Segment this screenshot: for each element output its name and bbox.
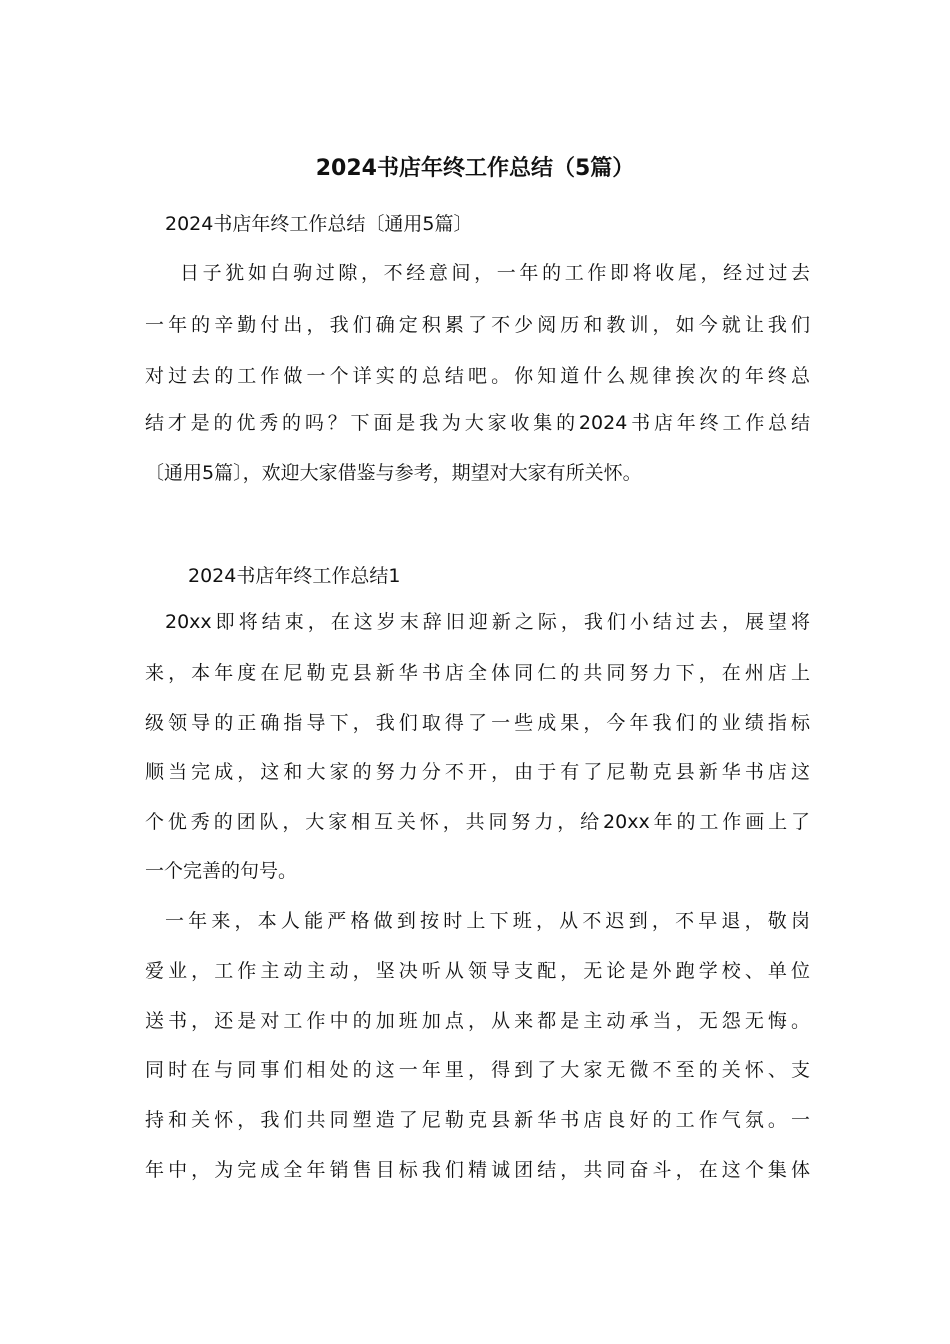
section-heading: 2024书店年终工作总结1	[188, 565, 401, 587]
paragraph-line: 持和关怀，我们共同塑造了尼勒克县新华书店良好的工作气氛。一	[145, 1109, 810, 1131]
intro-line: 一年的辛勤付出，我们确定积累了不少阅历和教训，如今就让我们	[145, 314, 810, 336]
intro-line: 对过去的工作做一个详实的总结吧。你知道什么规律挨次的年终总	[145, 365, 810, 387]
paragraph-line: 20xx即将结束，在这岁末辞旧迎新之际，我们小结过去，展望将	[165, 611, 810, 633]
document-subtitle: 2024书店年终工作总结〔通用5篇〕	[165, 213, 473, 235]
paragraph-line: 送书，还是对工作中的加班加点，从来都是主动承当，无怨无悔。	[145, 1010, 810, 1032]
intro-line: 日子犹如白驹过隙，不经意间，一年的工作即将收尾，经过过去	[180, 262, 810, 284]
intro-line: 〔通用5篇〕，欢迎大家借鉴与参考，期望对大家有所关怀。	[145, 462, 642, 484]
paragraph-line: 顺当完成，这和大家的努力分不开，由于有了尼勒克县新华书店这	[145, 761, 810, 783]
intro-line: 结才是的优秀的吗？下面是我为大家收集的2024书店年终工作总结	[145, 412, 810, 434]
paragraph-line: 个优秀的团队，大家相互关怀，共同努力，给20xx年的工作画上了	[145, 811, 810, 833]
paragraph-line: 一个完善的句号。	[145, 860, 298, 882]
paragraph-line: 来，本年度在尼勒克县新华书店全体同仁的共同努力下，在州店上	[145, 662, 810, 684]
paragraph-line: 级领导的正确指导下，我们取得了一些成果，今年我们的业绩指标	[145, 712, 810, 734]
paragraph-line: 同时在与同事们相处的这一年里，得到了大家无微不至的关怀、支	[145, 1059, 810, 1081]
paragraph-line: 年中，为完成全年销售目标我们精诚团结，共同奋斗，在这个集体	[145, 1159, 810, 1181]
paragraph-line: 爱业，工作主动主动，坚决听从领导支配，无论是外跑学校、单位	[145, 960, 810, 982]
document-title: 2024书店年终工作总结（5篇）	[315, 156, 635, 181]
paragraph-line: 一年来，本人能严格做到按时上下班，从不迟到，不早退，敬岗	[165, 910, 810, 932]
